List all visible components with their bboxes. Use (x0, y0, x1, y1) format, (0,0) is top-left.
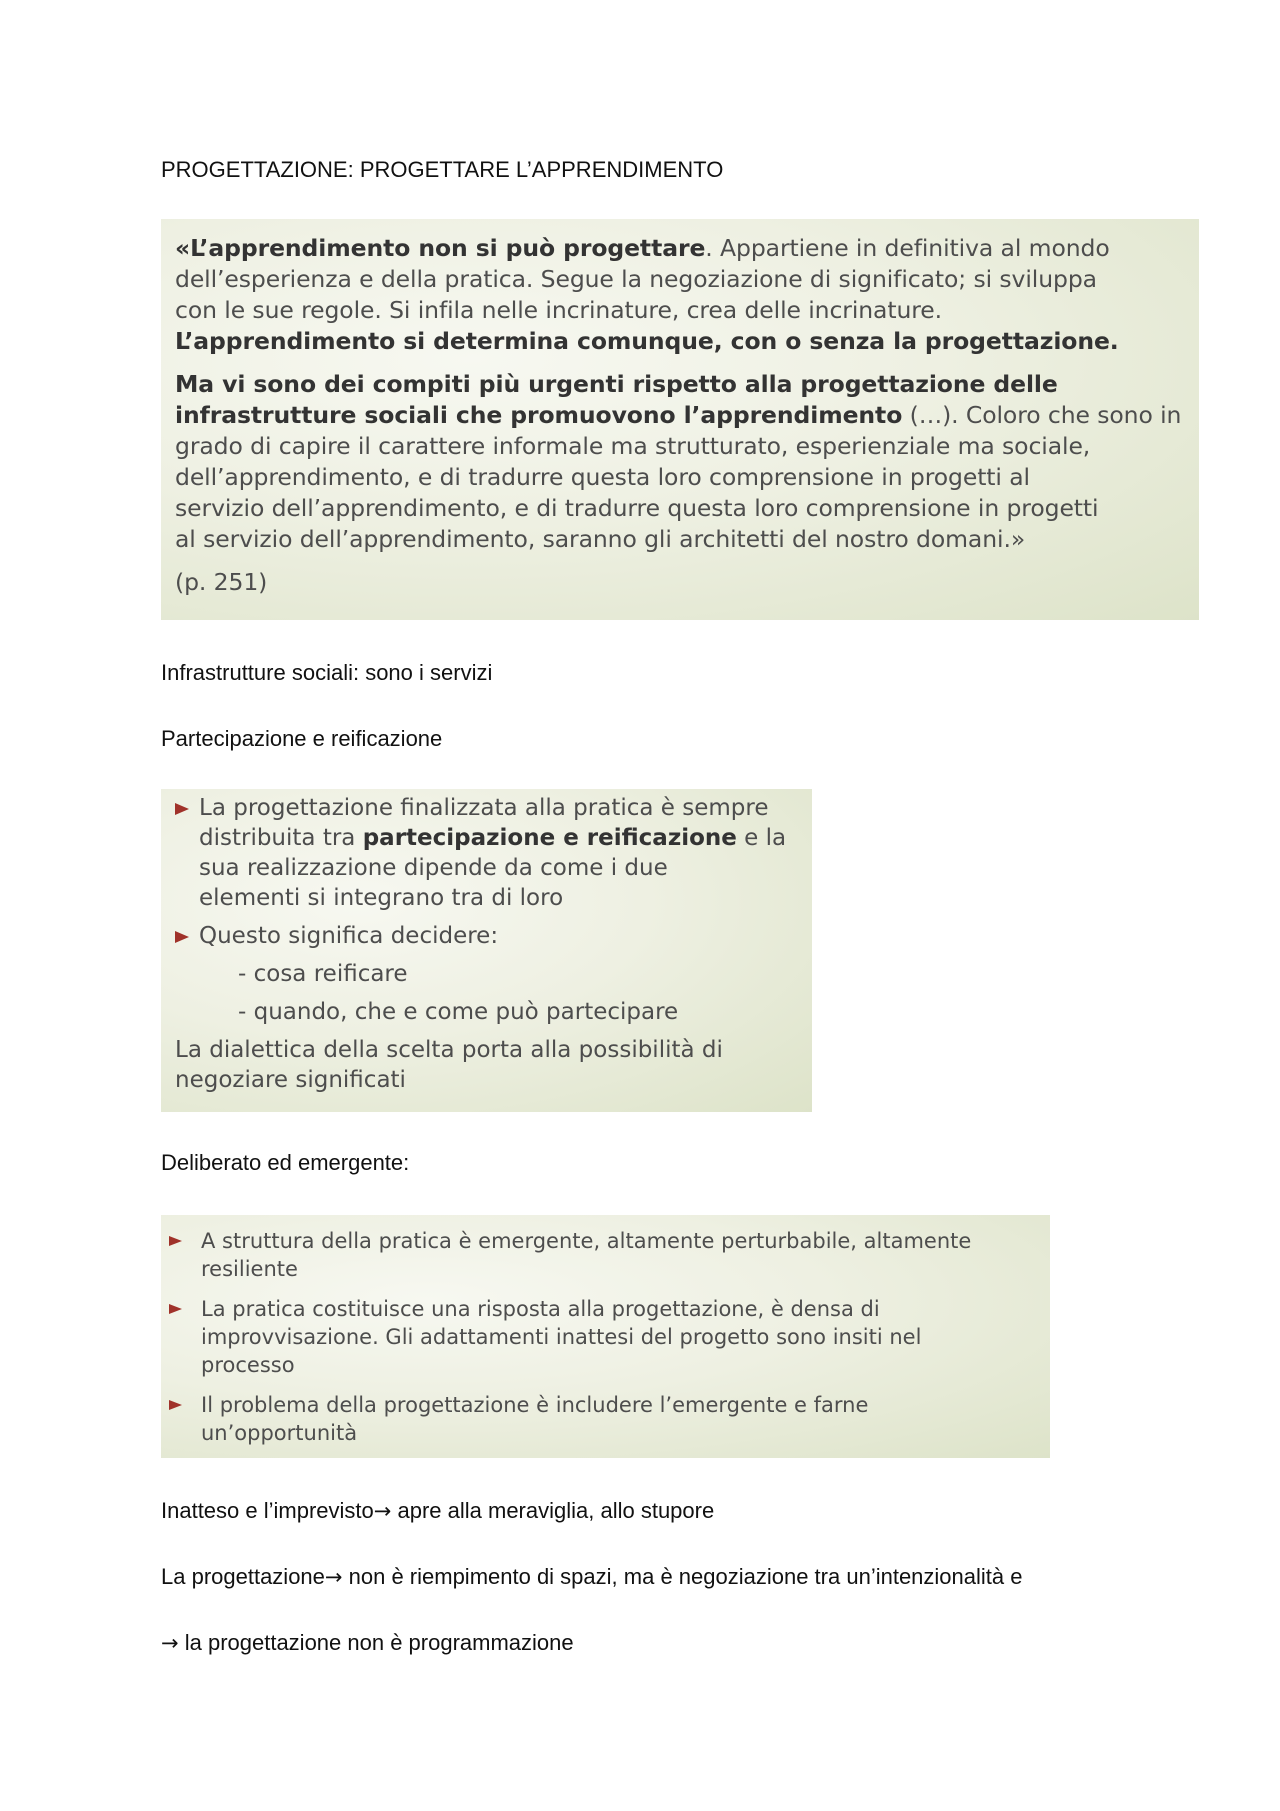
quote-citation: (p. 251) (175, 568, 268, 596)
slide-bullet-item: La pratica costituisce una risposta alla progettazione, è densa di improvvisazione. Gli adattamenti inattesi del progetto sono insiti nel processo (169, 1295, 1036, 1379)
quote-line: dell’apprendimento, e di tradurre questa loro comprensione in progetti al (175, 463, 1030, 491)
quote-line: dell’esperienza e della pratica. Segue la negoziazione di significato; si sviluppa (175, 265, 1097, 293)
paragraph-programmazione: → la progettazione non è programmazione (161, 1630, 574, 1655)
emergent-slide-image (161, 1215, 1050, 1458)
right-arrow-icon: → (373, 1499, 392, 1523)
bullet-arrow-icon (175, 931, 189, 943)
paragraph-inatteso: Inatteso e l’imprevisto→ apre alla meraviglia, allo stupore (161, 1498, 715, 1523)
bullet-arrow-icon (169, 1236, 182, 1246)
quote-line: grado di capire il carattere informale ma strutturato, esperienziale ma sociale, (175, 432, 1091, 460)
paragraph-deliberato: Deliberato ed emergente: (161, 1150, 410, 1175)
slide-plain-text: La dialettica della scelta porta alla possibilità di negoziare significati (175, 1037, 723, 1093)
paragraph-progettazione: La progettazione→ non è riempimento di spazi, ma è negoziazione tra un’intenzionalità e (161, 1564, 1023, 1589)
slide-sub-item: - cosa reificare (238, 961, 408, 987)
quote-paragraph-1 (175, 233, 1185, 357)
slide-bullet-item: Questo significa decidere: (175, 921, 802, 951)
bullet-arrow-icon (169, 1304, 182, 1314)
quote-line: «L’apprendimento non si può progettare. Appartiene in definitiva al mondo (175, 234, 1110, 262)
quote-slide-image (161, 219, 1199, 620)
quote-line: servizio dell’apprendimento, e di tradurre questa loro comprensione in progetti (175, 494, 1099, 522)
document-title: PROGETTAZIONE: PROGETTARE L’APPRENDIMENTO (161, 157, 724, 182)
bullet-arrow-icon (175, 803, 189, 815)
paragraph-partecipazione: Partecipazione e reificazione (161, 726, 443, 751)
right-arrow-icon: → (324, 1565, 343, 1589)
slide-bullet-item: Il problema della progettazione è includere l’emergente e farne un’opportunità (169, 1391, 1036, 1447)
bullet-arrow-icon (169, 1400, 182, 1410)
quote-line: infrastrutture sociali che promuovono l’apprendimento (…). Coloro che sono in (175, 401, 1182, 429)
slide-sub-item: - quando, che e come può partecipare (238, 999, 679, 1025)
quote-line: Ma vi sono dei compiti più urgenti rispetto alla progettazione delle (175, 370, 1058, 398)
slide-bullet-item: A struttura della pratica è emergente, altamente perturbabile, altamente resiliente (169, 1227, 1036, 1283)
quote-line: con le sue regole. Si infila nelle incrinature, crea delle incrinature. (175, 296, 943, 324)
quote-paragraph-2 (175, 369, 1185, 555)
slide-bullet-item: La progettazione finalizzata alla pratica è sempre distribuita tra partecipazione e reificazione e la sua realizzazione dipende da come i due elementi si integrano tra di loro (175, 793, 802, 913)
right-arrow-icon: → (161, 1631, 179, 1655)
participation-slide-image (161, 789, 812, 1112)
quote-line: al servizio dell’apprendimento, saranno gli architetti del nostro domani.» (175, 525, 1026, 553)
paragraph-infrastrutture: Infrastrutture sociali: sono i servizi (161, 660, 493, 685)
quote-line: L’apprendimento si determina comunque, con o senza la progettazione. (175, 327, 1119, 355)
